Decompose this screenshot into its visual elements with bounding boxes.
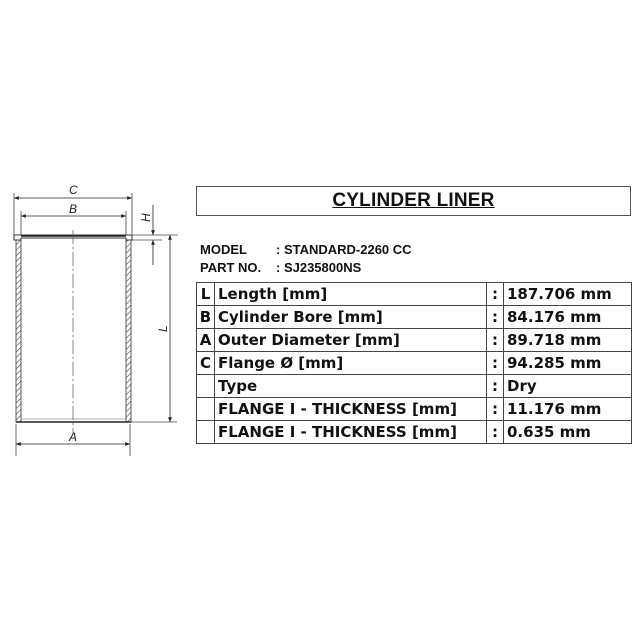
model-line bbox=[200, 242, 412, 257]
spec-symbol bbox=[197, 375, 215, 398]
table-row bbox=[197, 283, 632, 306]
dim-label-l: L bbox=[156, 325, 170, 332]
spec-symbol: C bbox=[197, 352, 215, 375]
spec-label: FLANGE I - THICKNESS [mm] bbox=[215, 398, 487, 421]
page-title: CYLINDER LINER bbox=[332, 190, 495, 211]
spec-symbol bbox=[197, 398, 215, 421]
dim-label-c: C bbox=[69, 183, 78, 197]
spec-label: Length [mm] bbox=[215, 283, 487, 306]
table-row bbox=[197, 306, 632, 329]
spec-label: Outer Diameter [mm] bbox=[215, 329, 487, 352]
spec-separator: : bbox=[487, 352, 504, 375]
part-number-line bbox=[200, 260, 361, 275]
spec-value: 187.706 mm bbox=[504, 283, 632, 306]
spec-label: Cylinder Bore [mm] bbox=[215, 306, 487, 329]
spec-separator: : bbox=[487, 306, 504, 329]
model-label: MODEL bbox=[200, 242, 247, 257]
part-number-label: PART NO. bbox=[200, 260, 262, 275]
spec-separator: : bbox=[487, 283, 504, 306]
spec-value: 89.718 mm bbox=[504, 329, 632, 352]
table-row bbox=[197, 398, 632, 421]
model-value: : STANDARD-2260 CC bbox=[276, 242, 412, 257]
spec-separator: : bbox=[487, 329, 504, 352]
spec-label: Type bbox=[215, 375, 487, 398]
table-row bbox=[197, 352, 632, 375]
spec-value: Dry bbox=[504, 375, 632, 398]
table-row bbox=[197, 329, 632, 352]
dim-label-a: A bbox=[69, 430, 78, 444]
title-box bbox=[196, 186, 631, 216]
spec-value: 11.176 mm bbox=[504, 398, 632, 421]
spec-label: Flange Ø [mm] bbox=[215, 352, 487, 375]
spec-separator: : bbox=[487, 398, 504, 421]
spec-value: 0.635 mm bbox=[504, 421, 632, 444]
table-row bbox=[197, 421, 632, 444]
spec-table bbox=[196, 282, 632, 444]
dim-label-h: H bbox=[139, 213, 153, 222]
spec-separator: : bbox=[487, 375, 504, 398]
spec-value: 94.285 mm bbox=[504, 352, 632, 375]
spec-value: 84.176 mm bbox=[504, 306, 632, 329]
spec-symbol: L bbox=[197, 283, 215, 306]
part-number-value: : SJ235800NS bbox=[276, 260, 362, 275]
table-row bbox=[197, 375, 632, 398]
cylinder-liner-drawing bbox=[0, 0, 200, 640]
spec-label: FLANGE I - THICKNESS [mm] bbox=[215, 421, 487, 444]
spec-symbol bbox=[197, 421, 215, 444]
dim-label-b: B bbox=[69, 202, 78, 216]
spec-symbol: A bbox=[197, 329, 215, 352]
spec-separator: : bbox=[487, 421, 504, 444]
spec-symbol: B bbox=[197, 306, 215, 329]
